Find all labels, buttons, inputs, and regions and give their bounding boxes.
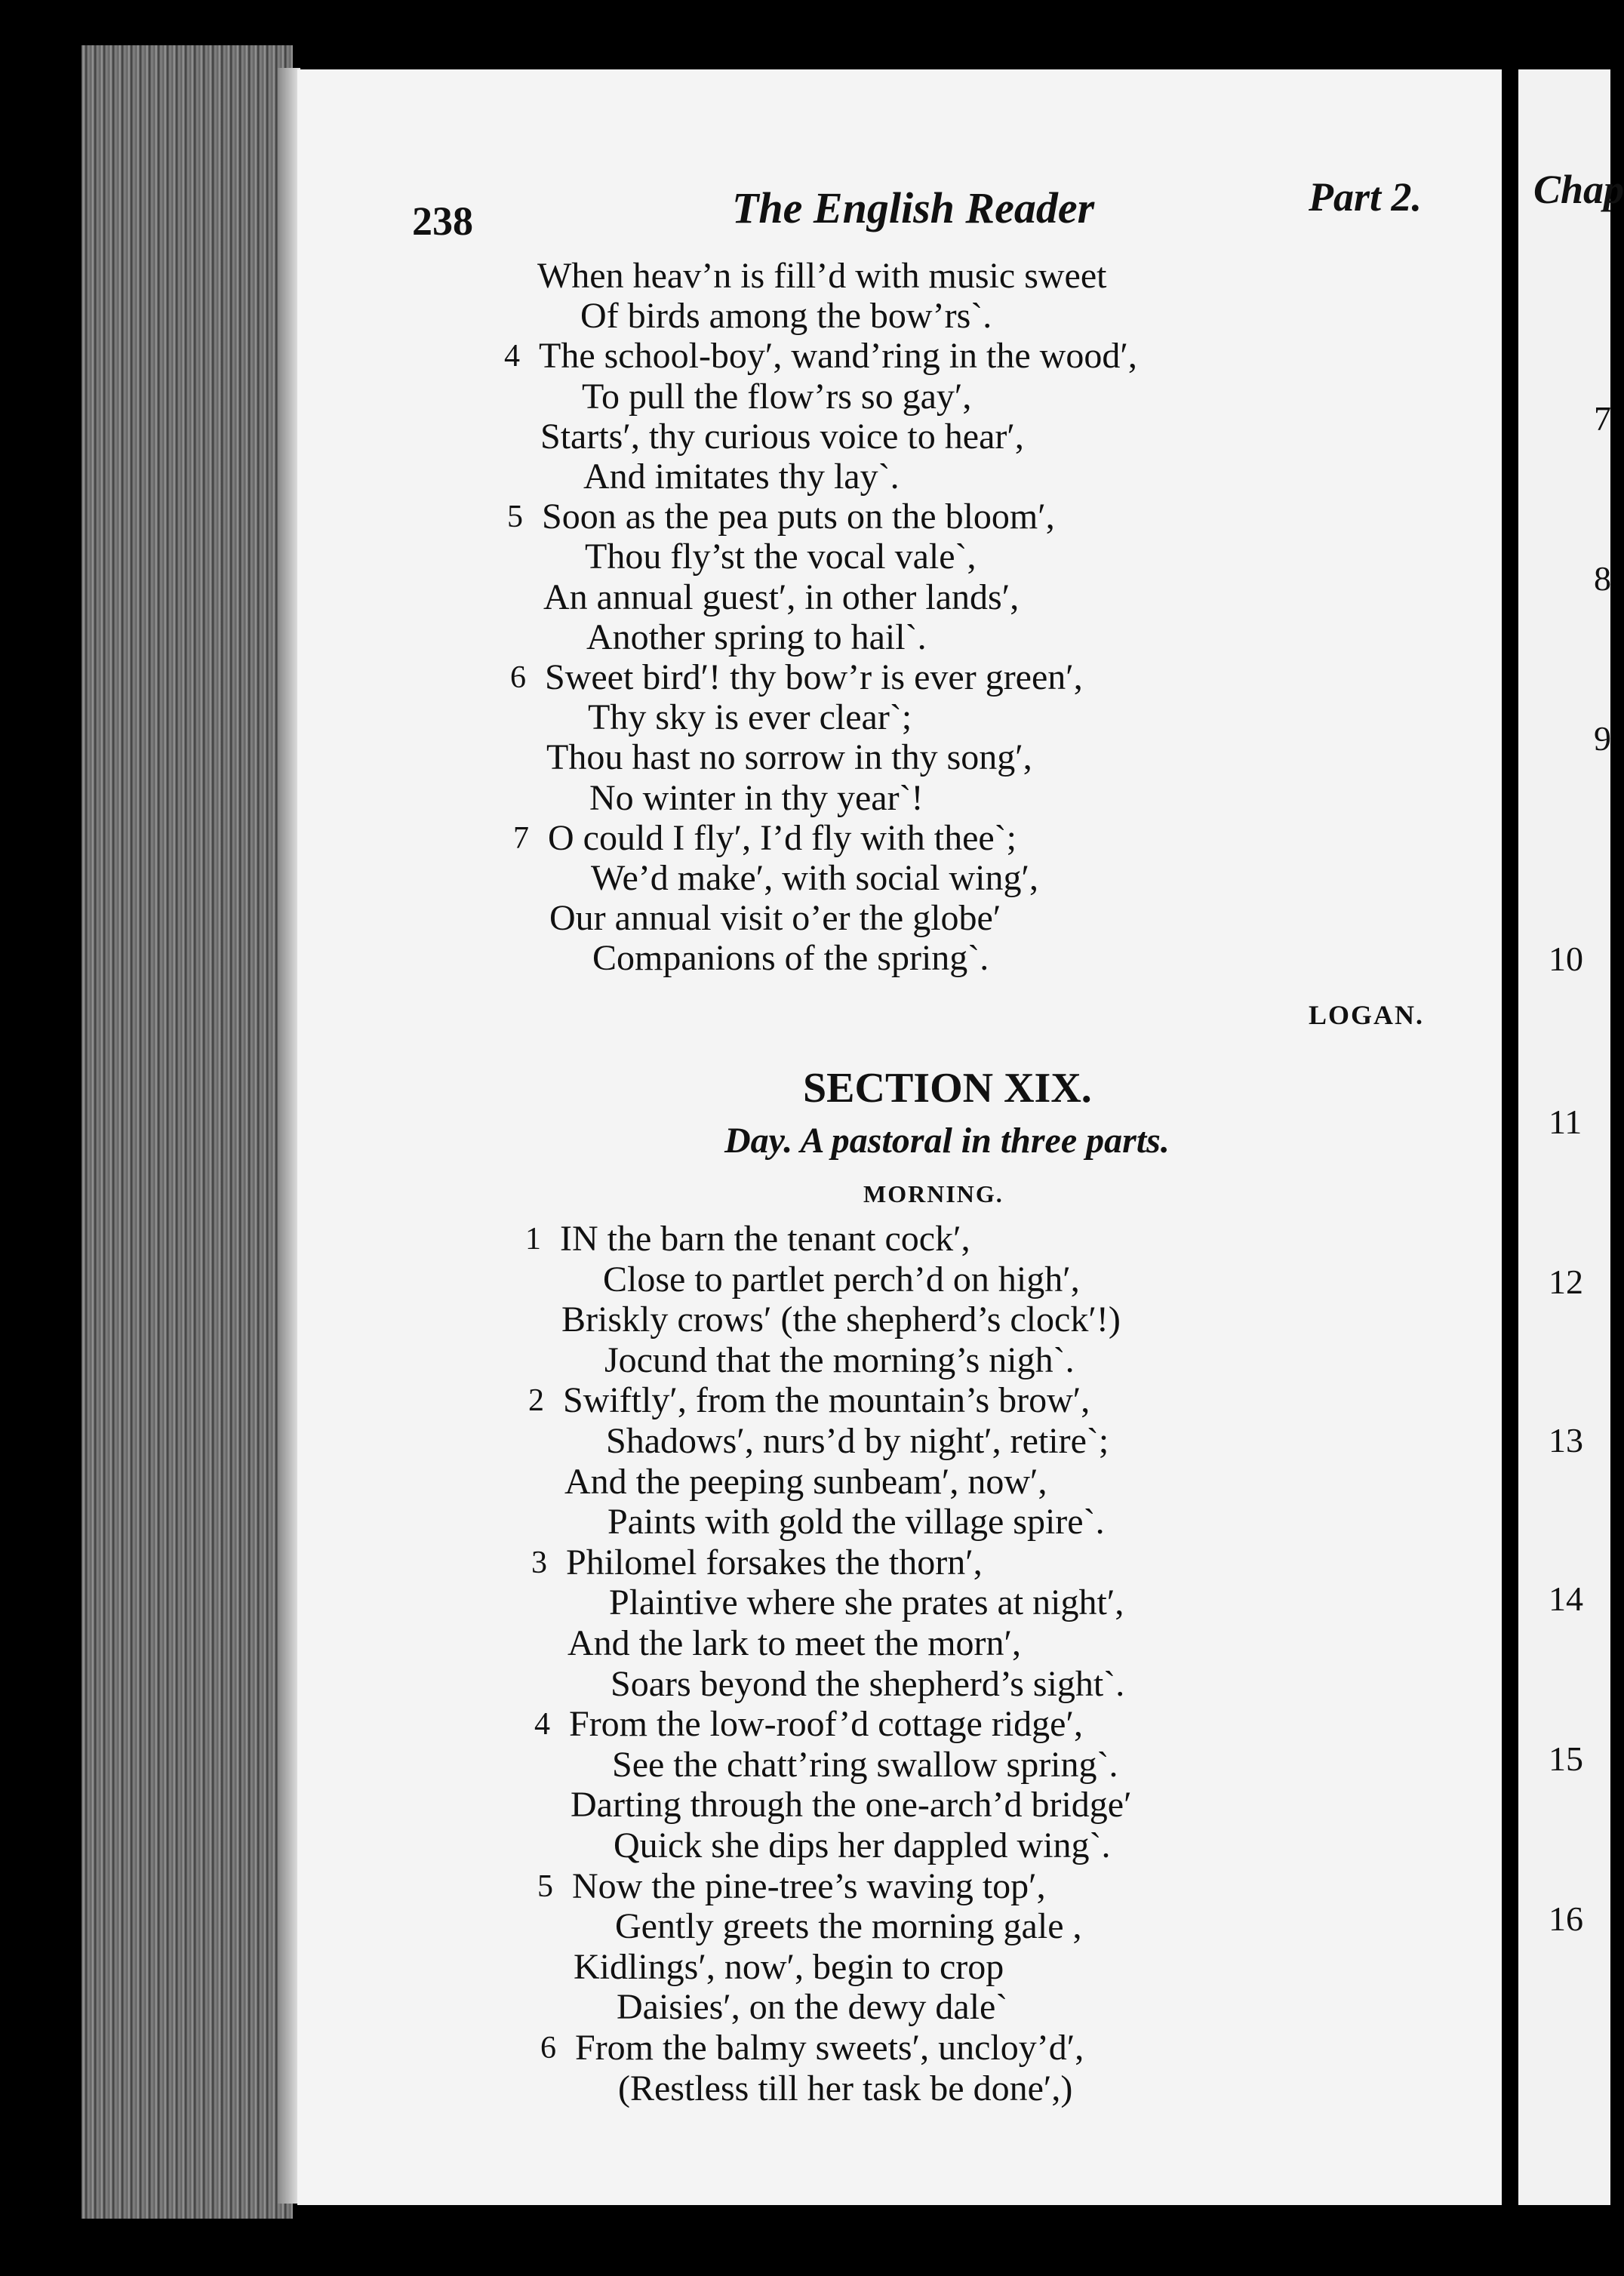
poem-line: From the low-roof’d cottage ridge′, <box>569 1704 1083 1745</box>
section-heading: SECTION XIX. <box>803 1065 1092 1112</box>
poem-line: An annual guest′, in other lands′, <box>543 577 1020 617</box>
book-page-right-fragment <box>1518 69 1624 2205</box>
poem-line: And imitates thy lay`. <box>583 457 900 497</box>
facing-page-header: Chap <box>1533 167 1624 212</box>
poem-line: To pull the flow’rs so gay′, <box>582 376 972 417</box>
facing-page-number: 12 <box>1549 1263 1583 1301</box>
stanza-number: 4 <box>534 1707 550 1742</box>
stanza-number: 7 <box>513 820 529 856</box>
page-edge <box>82 45 293 2219</box>
part-label: Part 2. <box>1309 174 1423 220</box>
poem-line: Soon as the pea puts on the bloom′, <box>542 497 1055 537</box>
poem-line: See the chatt’ring swallow spring`. <box>612 1744 1118 1785</box>
poem-line: Of birds among the bow’rs`. <box>580 296 992 337</box>
stanza-number: 4 <box>504 339 520 374</box>
stanza-number: 5 <box>507 500 523 535</box>
poem-line: Briskly crows′ (the shepherd’s clock′!) <box>561 1299 1121 1340</box>
poem-line: Plaintive where she prates at night′, <box>609 1582 1124 1623</box>
poem-line: And the lark to meet the morn′, <box>567 1623 1022 1663</box>
poem-line: Gently greets the morning gale , <box>615 1906 1082 1947</box>
poem-line: Close to partlet perch’d on high′, <box>603 1259 1080 1299</box>
author-signature: LOGAN. <box>1309 1000 1425 1030</box>
facing-page-number: 13 <box>1549 1421 1583 1459</box>
stanza-number: 2 <box>528 1383 544 1419</box>
poem-line: Paints with gold the village spire`. <box>607 1502 1105 1542</box>
running-title: The English Reader <box>732 183 1095 232</box>
poem-line: Now the pine-tree’s waving top′, <box>572 1865 1046 1906</box>
poem-line: We’d make′, with social wing′, <box>591 858 1038 898</box>
poem-line: Companions of the spring`. <box>592 938 989 979</box>
poem-line: Quick she dips her dappled wing`. <box>614 1825 1111 1865</box>
page-number: 238 <box>412 198 473 244</box>
stanza-number: 1 <box>525 1222 541 1256</box>
poem-line: Another spring to hail`. <box>586 617 927 657</box>
poem-line: When heav’n is fill’d with music sweet <box>537 256 1107 296</box>
facing-page-number: 14 <box>1549 1579 1583 1618</box>
book-page-left <box>297 69 1502 2205</box>
poem-line: Sweet bird′! thy bow’r is ever green′, <box>545 657 1083 697</box>
poem-line: No winter in thy year`! <box>589 777 924 818</box>
poem-line: From the balmy sweets′, uncloy’d′, <box>575 2028 1084 2068</box>
poem-line: O could I fly′, I’d fly with thee`; <box>548 817 1017 858</box>
section-subheading: MORNING. <box>863 1180 1004 1207</box>
poem-line: Daisies′, on the dewy dale` <box>617 1987 1008 2028</box>
poem-line: Thou hast no sorrow in thy song′, <box>546 737 1032 778</box>
facing-page-number: 10 <box>1549 940 1583 978</box>
poem-line: Our annual visit o’er the globe′ <box>549 898 1001 939</box>
poem-line: Philomel forsakes the thorn′, <box>566 1542 983 1582</box>
stanza-number: 6 <box>540 2031 556 2065</box>
stanza-number: 3 <box>531 1545 547 1580</box>
facing-page-number: 7 <box>1594 399 1611 438</box>
stanza-number: 5 <box>537 1868 553 1904</box>
poem-line: Thy sky is ever clear`; <box>588 697 912 738</box>
poem-line: IN the barn the tenant cock′, <box>560 1219 970 1259</box>
facing-page-number: 9 <box>1594 719 1611 758</box>
facing-page-number: 11 <box>1549 1103 1582 1141</box>
poem-line: Jocund that the morning’s nigh`. <box>604 1339 1075 1380</box>
poem-line: Shadows′, nurs’d by night′, retire`; <box>606 1421 1109 1461</box>
stanza-number: 6 <box>510 660 526 695</box>
facing-page-number: 15 <box>1549 1739 1583 1778</box>
poem-line: Kidlings′, now′, begin to crop <box>574 1946 1004 1987</box>
poem-line: The school-boy′, wand’ring in the wood′, <box>539 336 1137 377</box>
facing-page-number: 16 <box>1549 1899 1583 1938</box>
poem-line: Thou fly’st the vocal vale`, <box>585 537 977 577</box>
poem-line: Darting through the one-arch’d bridge′ <box>571 1785 1132 1825</box>
poem-line: (Restless till her task be done′,) <box>618 2068 1073 2108</box>
poem-line: Starts′, thy curious voice to hear′, <box>540 416 1024 457</box>
poem-line: And the peeping sunbeam′, now′, <box>564 1461 1047 1502</box>
poem-line: Swiftly′, from the mountain’s brow′, <box>563 1380 1090 1421</box>
section-title: Day. A pastoral in three parts. <box>724 1121 1170 1161</box>
facing-page-number: 8 <box>1594 559 1611 598</box>
poem-line: Soars beyond the shepherd’s sight`. <box>611 1663 1125 1704</box>
